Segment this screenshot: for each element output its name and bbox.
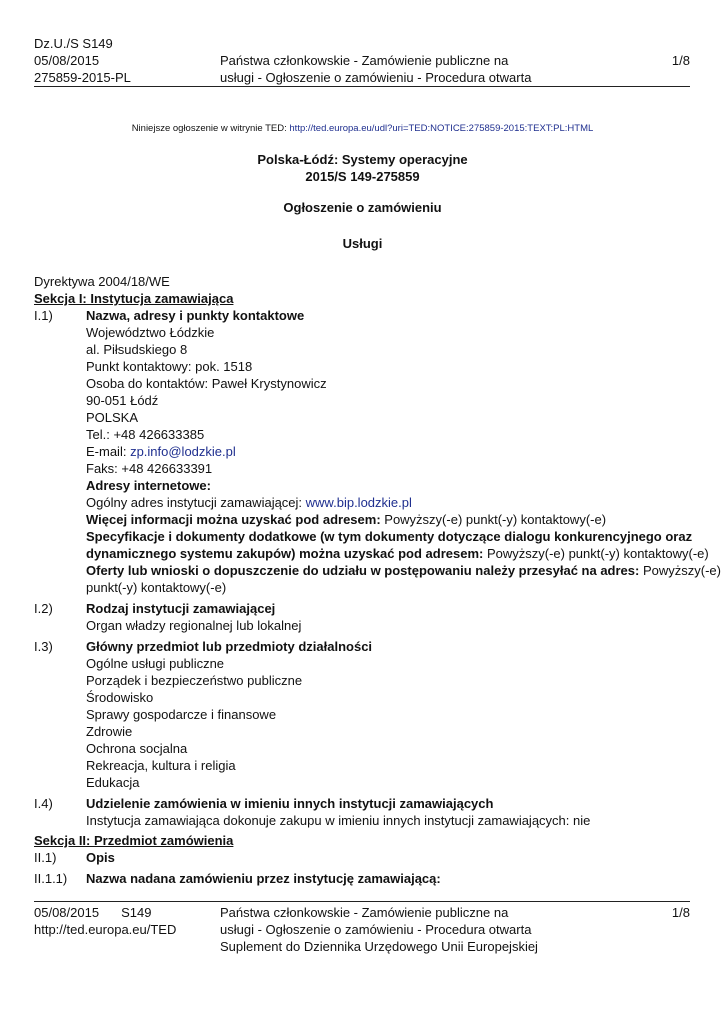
- i4-title: Udzielenie zamówienia w imieniu innych instytucji zamawiających: [86, 796, 494, 811]
- header-center: [220, 52, 532, 86]
- i1-email-link[interactable]: zp.info@lodzkie.pl: [130, 444, 236, 459]
- i3-number: I.3): [34, 639, 53, 654]
- i1-contact-person: Osoba do kontaktów: Paweł Krystynowicz: [86, 376, 327, 391]
- i1-contact-point: Punkt kontaktowy: pok. 1518: [86, 359, 253, 374]
- i1-offers-label: Oferty lub wnioski o dopuszczenie do udziału w postępowaniu należy przesyłać na adres:: [86, 563, 640, 578]
- i1-spec-line2: [86, 545, 709, 562]
- footer-date-series: [34, 904, 176, 921]
- i1-offers-line1: [86, 562, 721, 579]
- i1-spec-label-line1: Specyfikacje i dokumenty dodatkowe (w tym dokumenty dotyczące dialogu konkurencyjnego oraz: [86, 529, 693, 544]
- header-date: 05/08/2015: [34, 53, 100, 68]
- i1-offers-value-2: punkt(-y) kontaktowy(-e): [86, 580, 227, 595]
- i1-spec-label-line2: dynamicznego systemu zakupów) można uzyskać pod adresem:: [86, 546, 484, 561]
- i3-activity-item: Sprawy gospodarcze i finansowe: [86, 707, 277, 722]
- ii1-title: Opis: [86, 850, 115, 865]
- i3-activity-item: Porządek i bezpieczeństwo publiczne: [86, 673, 303, 688]
- section2-heading: Sekcja II: Przedmiot zamówienia: [34, 833, 234, 848]
- i2-number: I.2): [34, 601, 53, 616]
- footer-title-line1: Państwa członkowskie - Zamówienie publiczne na: [220, 905, 509, 920]
- footer-center: [220, 904, 538, 955]
- section1-heading: Sekcja I: Instytucja zamawiająca: [34, 291, 234, 306]
- i3-activity-item: Zdrowie: [86, 724, 133, 739]
- footer-series: S149: [121, 905, 152, 920]
- i1-general-address-line: [86, 494, 412, 511]
- footer-rule: [34, 901, 690, 902]
- i3-activity-item: Rekreacja, kultura i religia: [86, 758, 236, 773]
- i2-title: Rodzaj instytucji zamawiającej: [86, 601, 276, 616]
- i1-number: I.1): [34, 308, 53, 323]
- i1-country: POLSKA: [86, 410, 139, 425]
- footer-supplement: Suplement do Dziennika Urzędowego Unii Europejskiej: [220, 939, 538, 954]
- i1-phone: Tel.: +48 426633385: [86, 427, 205, 442]
- footer-page-number: 1/8: [671, 905, 690, 920]
- ii11-number: II.1.1): [34, 871, 68, 886]
- ii11-title: Nazwa nadana zamówieniu przez instytucję zamawiającą:: [86, 871, 441, 886]
- i1-more-info-line: [86, 511, 606, 528]
- i1-email-label: E-mail:: [86, 444, 131, 459]
- i4-value: Instytucja zamawiająca dokonuje zakupu w imieniu innych instytucji zamawiających: nie: [86, 813, 591, 828]
- header-title-line1: Państwa członkowskie - Zamówienie publiczne na: [220, 53, 509, 68]
- i1-spec-value: Powyższy(-e) punkt(-y) kontaktowy(-e): [483, 546, 709, 561]
- ted-notice-line: [0, 123, 725, 134]
- i3-activity-item: Środowisko: [86, 690, 154, 705]
- i3-title: Główny przedmiot lub przedmioty działalności: [86, 639, 373, 654]
- i3-activity-item: Edukacja: [86, 775, 140, 790]
- i1-more-info-value: Powyższy(-e) punkt(-y) kontaktowy(-e): [380, 512, 607, 527]
- footer-date: 05/08/2015: [34, 905, 100, 920]
- ted-notice-prefix: Niniejsze ogłoszenie w witrynie TED:: [131, 123, 290, 134]
- title-location-subject: Polska-Łódź: Systemy operacyjne: [257, 152, 468, 167]
- footer-left: [34, 904, 176, 938]
- ii1-number: II.1): [34, 850, 57, 865]
- title-reference: 2015/S 149-275859: [305, 169, 420, 184]
- header-rule: [34, 86, 690, 87]
- i1-more-info-label: Więcej informacji można uzyskać pod adresem:: [86, 512, 381, 527]
- i2-value: Organ władzy regionalnej lub lokalnej: [86, 618, 302, 633]
- footer-url: http://ted.europa.eu/TED: [34, 922, 177, 937]
- header-left: [34, 35, 131, 86]
- i1-email-line: [86, 443, 236, 460]
- i1-internet-heading: Adresy internetowe:: [86, 478, 211, 493]
- i3-activity-item: Ochrona socjalna: [86, 741, 188, 756]
- i4-number: I.4): [34, 796, 53, 811]
- footer-title-line2: usługi - Ogłoszenie o zamówieniu - Procedura otwarta: [220, 922, 532, 937]
- header-title-line2: usługi - Ogłoszenie o zamówieniu - Procedura otwarta: [220, 70, 532, 85]
- i1-offers-value-1: Powyższy(-e): [639, 563, 721, 578]
- ted-notice-link[interactable]: http://ted.europa.eu/udl?uri=TED:NOTICE:275859-2015:TEXT:PL:HTML: [289, 123, 594, 134]
- title-notice-type: Ogłoszenie o zamówieniu: [283, 200, 442, 215]
- i1-general-address-label: Ogólny adres instytucji zamawiającej:: [86, 495, 306, 510]
- i3-activity-item: Ogólne usługi publiczne: [86, 656, 225, 671]
- i1-general-address-link[interactable]: www.bip.lodzkie.pl: [305, 495, 412, 510]
- i1-street: al. Piłsudskiego 8: [86, 342, 188, 357]
- i1-postal-city: 90-051 Łódź: [86, 393, 159, 408]
- directive: Dyrektywa 2004/18/WE: [34, 274, 170, 289]
- title-block: [0, 151, 725, 185]
- i1-authority-name: Województwo Łódzkie: [86, 325, 215, 340]
- header-page-number: 1/8: [671, 53, 690, 68]
- header-notice-id: 275859-2015-PL: [34, 70, 131, 85]
- i1-fax: Faks: +48 426633391: [86, 461, 213, 476]
- i1-title: Nazwa, adresy i punkty kontaktowe: [86, 308, 305, 323]
- header-journal-ref: Dz.U./S S149: [34, 36, 113, 51]
- title-category: Usługi: [342, 236, 383, 251]
